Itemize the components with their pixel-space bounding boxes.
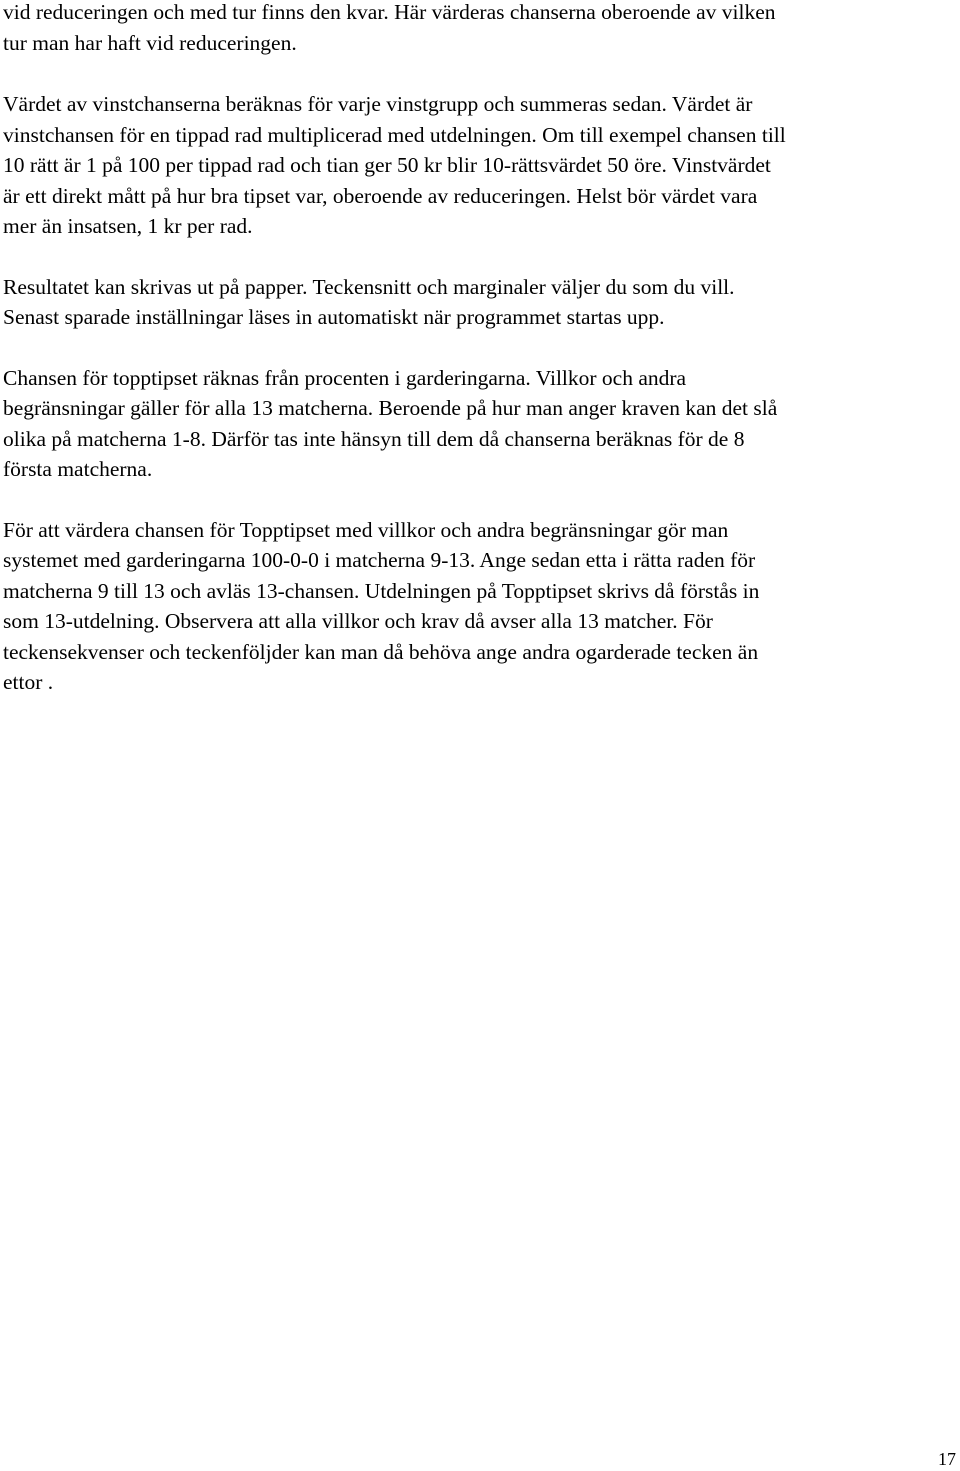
text-line: teckensekvenser och teckenföljder kan man då behöva ange andra ogarderade tecken än: [3, 639, 759, 664]
text-line: Chansen för topptipset räknas från procenten i garderingarna. Villkor och andra: [3, 365, 687, 390]
text-line: mer än insatsen, 1 kr per rad.: [3, 214, 253, 238]
text-line: Värdet av vinstchanserna beräknas för varje vinstgrupp och summeras sedan. Värdet är: [3, 92, 753, 116]
text-line: vinstchansen för en tippad rad multiplicerad med utdelningen. Om till exempel chansen till: [3, 122, 786, 147]
paragraph-printing: [3, 272, 955, 333]
text-line: vid reduceringen och med tur finns den kvar. Här värderas chanserna oberoende av vilken: [3, 0, 776, 24]
text-line: första matcherna.: [3, 457, 153, 481]
text-line: är ett direkt mått på hur bra tipset var, oberoende av reduceringen. Helst bör värdet vara: [3, 183, 758, 208]
text-line: 10 rätt är 1 på 100 per tippad rad och tian ger 50 kr blir 10-rättsvärdet 50 öre. Vinstvärdet: [3, 153, 771, 177]
text-line: olika på matcherna 1-8. Därför tas inte hänsyn till dem då chanserna beräknas för de 8: [3, 426, 745, 451]
text-line: matcherna 9 till 13 och avläs 13-chansen. Utdelningen på Topptipset skrivs då förstås in: [3, 578, 760, 603]
document-page: [3, 0, 955, 728]
text-line: Resultatet kan skrivas ut på papper. Teckensnitt och marginaler väljer du som du vill.: [3, 274, 735, 299]
text-line: ettor .: [3, 670, 54, 694]
paragraph-reduction-luck: [3, 0, 955, 58]
text-line: systemet med garderingarna 100-0-0 i matcherna 9-13. Ange sedan etta i rätta raden för: [3, 548, 756, 572]
paragraph-topptips-evaluation: [3, 515, 955, 698]
paragraph-topptips-chance: [3, 363, 955, 485]
paragraph-win-value: [3, 89, 955, 242]
page-number: 17: [938, 1449, 956, 1469]
text-line: som 13-utdelning. Observera att alla villkor och krav då avser alla 13 matcher. För: [3, 609, 713, 633]
text-line: För att värdera chansen för Topptipset med villkor och andra begränsningar gör man: [3, 517, 729, 542]
text-line: Senast sparade inställningar läses in automatiskt när programmet startas upp.: [3, 305, 665, 329]
text-line: begränsningar gäller för alla 13 matcherna. Beroende på hur man anger kraven kan det slå: [3, 396, 778, 420]
text-line: tur man har haft vid reduceringen.: [3, 30, 297, 55]
